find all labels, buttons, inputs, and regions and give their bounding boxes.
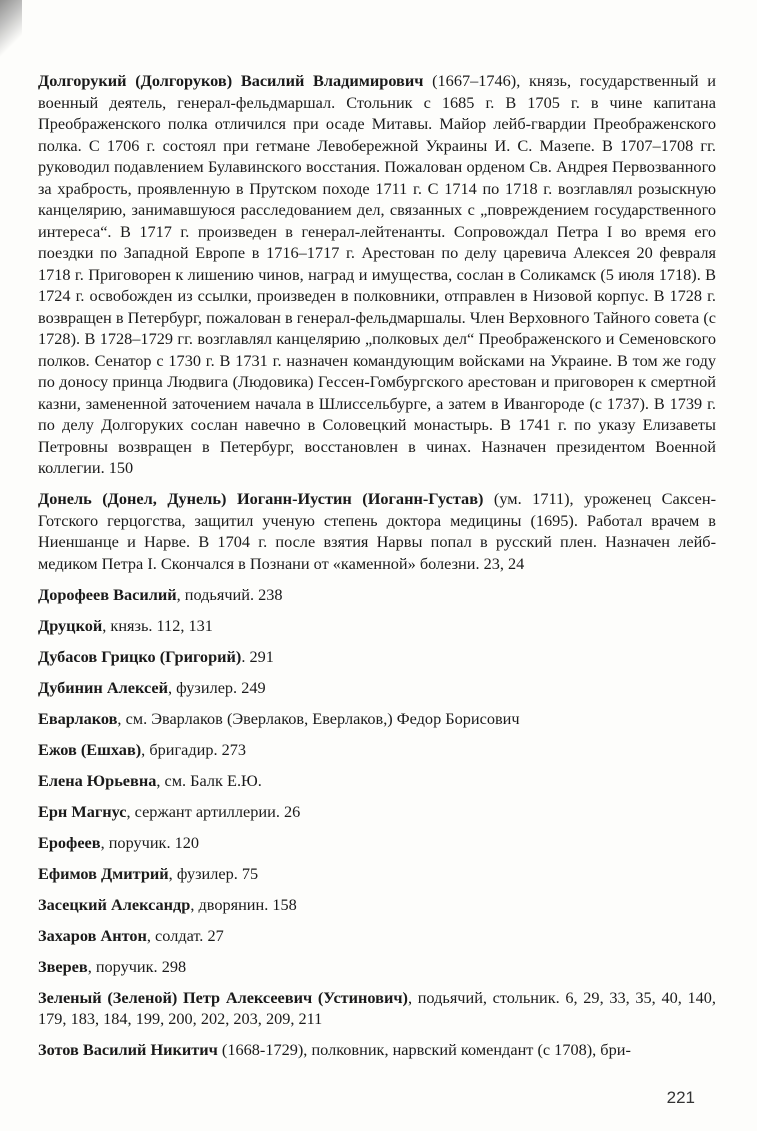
entry-text: , дворянин. 158 — [190, 894, 297, 914]
entry-name: Елена Юрьевна — [38, 770, 157, 790]
entry-name: Ерн Магнус — [38, 801, 127, 821]
entry-name: Дорофеев Василий — [38, 584, 177, 604]
index-entry — [38, 677, 716, 699]
entry-name: Захаров Антон — [38, 925, 147, 945]
index-entry — [38, 987, 716, 1030]
entry-name: Засецкий Александр — [38, 894, 191, 914]
entry-name: Ежов (Ешхав) — [38, 739, 142, 759]
entry-text: , фузилер. 75 — [168, 863, 259, 883]
index-entry — [38, 863, 716, 885]
entry-text: , подьячий, стольник. 6, 29, 33, 35, 40, 140, 179, 183, 184, 199, 200, 202, 203, 209, 211 — [38, 987, 716, 1028]
entry-text: , бригадир. 273 — [141, 739, 247, 759]
entry-name: Ерофеев — [38, 832, 101, 852]
entry-name: Долгорукий (Долгоруков) Василий Владимирович — [38, 71, 424, 90]
entry-name: Донель (Донел, Дунель) Иоганн-Иустин (Иоганн-Густав) — [38, 489, 484, 508]
index-entry — [38, 739, 716, 761]
entry-text: , сержант артиллерии. 26 — [126, 801, 301, 821]
index-entry — [38, 956, 716, 978]
index-entry — [38, 646, 716, 668]
index-entries — [38, 70, 716, 1070]
index-entry — [38, 70, 716, 479]
index-entry — [38, 832, 716, 854]
index-entry — [38, 925, 716, 947]
entry-text: , поручик. 298 — [87, 956, 187, 976]
entry-text: , поручик. 120 — [100, 832, 200, 852]
index-entry — [38, 584, 716, 606]
entry-name: Друцкой — [38, 615, 103, 635]
entry-text: , см. Балк Е.Ю. — [156, 770, 262, 790]
index-entry — [38, 708, 716, 730]
page-number: 221 — [666, 1088, 695, 1107]
entry-text: , подьячий. 238 — [176, 584, 283, 604]
index-entry — [38, 1039, 716, 1061]
entry-text: (1667–1746), князь, государственный и военный деятель, генерал-фельдмаршал. Стольник с 1685 г. В 1705 г. в чине капитана Преображенского полка отличился при осаде Митавы. Майор лейб-гвардии Преображенского полка. С 1706 г. состоял при гетмане Левобережной Украины И. С. Мазепе. В 1707–1708 гг. руководил подавлением Булавинского восстания. Пожалован орденом Св. Андрея Первозванного за храбрость, проявленную в Прутском походе 1711 г. С 1714 по 1718 г. возглавлял розыскную канцелярию, занимавшуюся расследованием дел, связанных с „повреждением государственного интереса“. В 1717 г. произведен в генерал-лейтенанты. Сопровождал Петра I во время его поездки по Западной Европе в 1716–1717 г. Арестован по делу царевича Алексея 20 февраля 1718 г. Приговорен к лишению чинов, наград и имущества, сослан в Соликамск (5 июля 1718). В 1724 г. освобожден из ссылки, произведен в полковники, отправлен в Низовой корпус. В 1728 г. возвращен в Петербург, пожалован в генерал-фельдмаршалы. Член Верховного Тайного совета (с 1728). В 1728–1729 гг. возглавлял канцелярию „полковых дел“ Преображенского и Семеновского полков. Сенатор с 1730 г. В 1731 г. назначен командующим войсками на Украине. В том же году по доносу принца Людвига (Людовика) Гессен-Гомбургского арестован и приговорен к смертной казни, замененной заточением начала в Шлиссельбурге, а затем в Ивангороде (с 1737). В 1739 г. по делу Долгоруких сослан навечно в Соловецкий монастырь. В 1741 г. по указу Елизаветы Петровны возвращен в Петербург, восстановлен в чинах. Назначен президентом Военной коллегии. 150 — [38, 71, 716, 477]
entry-name: Ефимов Дмитрий — [38, 863, 169, 883]
entry-name: Дубасов Грицко (Григорий) — [38, 646, 242, 666]
entry-name: Дубинин Алексей — [38, 677, 168, 697]
entry-text: , см. Эварлаков (Эверлаков, Еверлаков,) Федор Борисович — [117, 708, 520, 728]
entry-text: (ум. 1711), уроженец Саксен-Готского герцогства, защитил ученую степень доктора медицины (1695). Работал врачем в Ниеншанце и Нарве. В 1704 г. после взятия Нарвы попал в русский плен. Назначен лейб-медиком Петра I. Скончался в Познани от «каменной» болезни. 23, 24 — [38, 489, 716, 573]
index-entry — [38, 488, 716, 574]
entry-name: Еварлаков — [38, 708, 118, 728]
entry-name: Зверев — [38, 956, 88, 976]
entry-text: (1668-1729), полковник, нарвский комендант (с 1708), бри- — [217, 1040, 631, 1059]
entry-text: , фузилер. 249 — [168, 677, 266, 697]
index-entry — [38, 770, 716, 792]
index-entry — [38, 894, 716, 916]
index-entry — [38, 801, 716, 823]
scan-edge-shadow — [0, 0, 22, 60]
entry-name: Зотов Василий Никитич — [38, 1040, 218, 1059]
entry-name: Зеленый (Зеленой) Петр Алексеевич (Устинович) — [38, 987, 408, 1007]
entry-text: , князь. 112, 131 — [102, 615, 213, 635]
entry-text: , солдат. 27 — [146, 925, 224, 945]
entry-text: . 291 — [241, 646, 274, 666]
index-entry — [38, 615, 716, 637]
